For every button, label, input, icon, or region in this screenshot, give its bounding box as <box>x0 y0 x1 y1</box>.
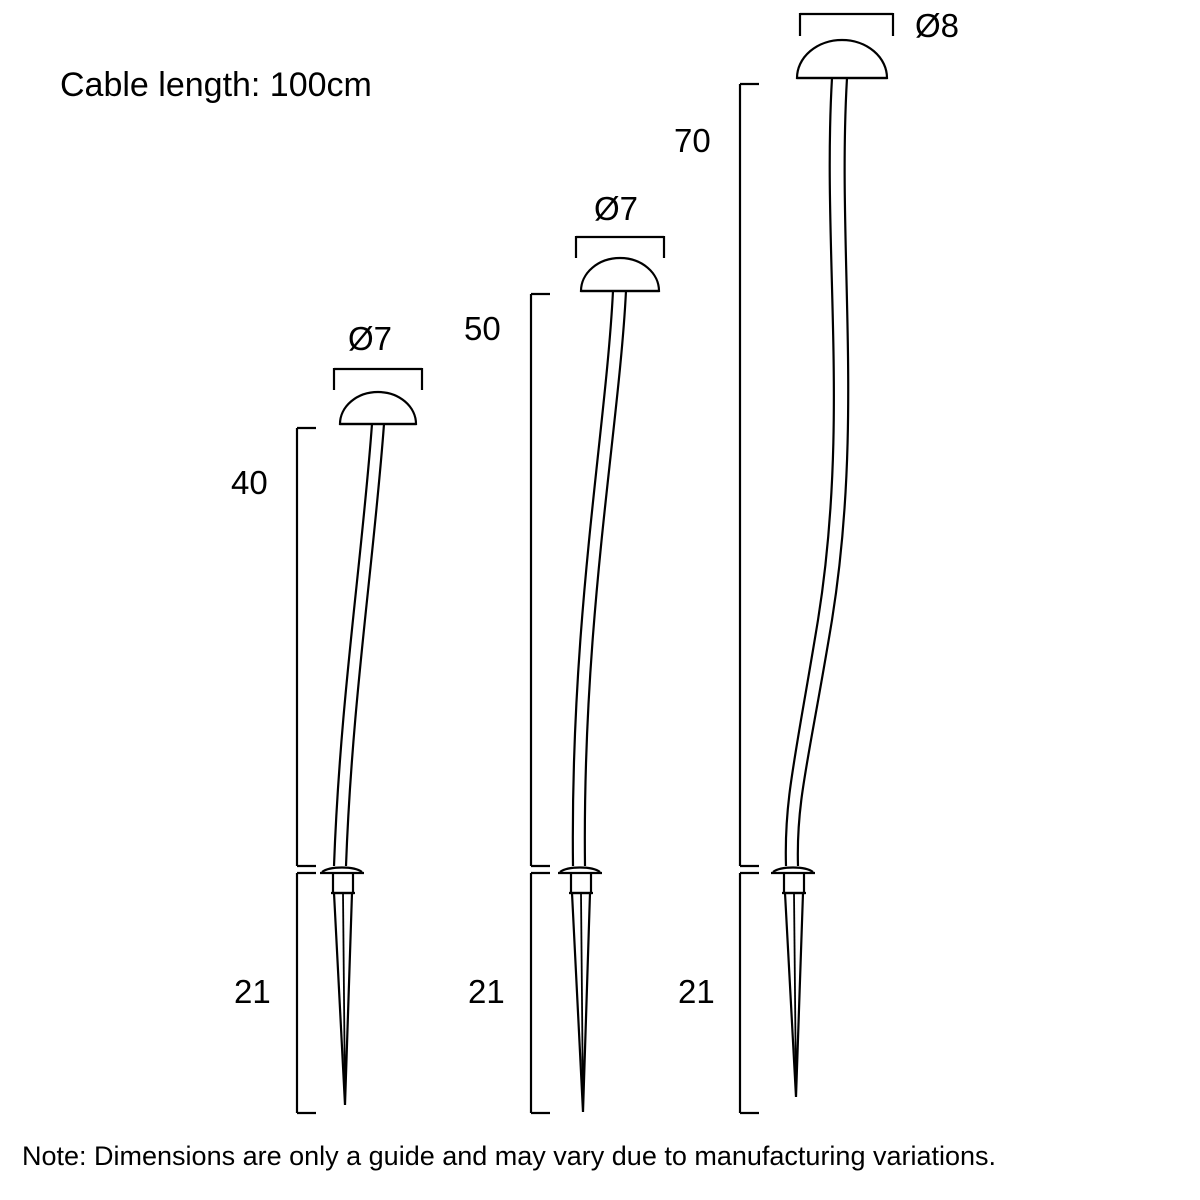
diameter-label-medium: Ø7 <box>594 190 639 227</box>
cable-length-note: Cable length: 100cm <box>60 66 372 104</box>
below-ground-label-large: 21 <box>678 973 715 1010</box>
diameter-label-small: Ø7 <box>348 320 393 357</box>
below-ground-bracket-medium <box>531 873 550 1113</box>
above-ground-label-small: 40 <box>231 464 268 501</box>
lamp-small <box>297 368 422 1113</box>
lamp-flange-small <box>322 868 362 873</box>
above-ground-label-medium: 50 <box>464 310 501 347</box>
lamp-collar-small <box>333 873 353 893</box>
above-ground-bracket-medium <box>531 294 550 866</box>
below-ground-label-medium: 21 <box>468 973 505 1010</box>
lamp-stem-small-left <box>334 424 372 866</box>
diameter-bracket-medium <box>576 236 664 258</box>
lamp-head-small <box>340 392 416 424</box>
diameter-bracket-large <box>800 13 893 36</box>
lamp-collar-medium <box>571 873 591 893</box>
above-ground-bracket-large <box>740 84 759 866</box>
lamp-large <box>740 13 893 1113</box>
lamp-head-medium <box>581 258 659 291</box>
lamp-flange-medium <box>560 868 600 873</box>
manufacturing-variation-note: Note: Dimensions are only a guide and may vary due to manufacturing variations. <box>22 1141 997 1171</box>
diameter-bracket-small <box>334 368 422 390</box>
diameter-label-large: Ø8 <box>915 7 960 44</box>
lamp-medium <box>531 236 664 1113</box>
lamp-stem-large-right <box>798 78 848 866</box>
lamp-stem-medium-left <box>573 291 613 866</box>
above-ground-label-large: 70 <box>674 122 711 159</box>
above-ground-bracket-small <box>297 428 316 866</box>
lamp-stem-small-right <box>346 424 384 866</box>
below-ground-label-small: 21 <box>234 973 271 1010</box>
below-ground-bracket-large <box>740 873 759 1113</box>
below-ground-bracket-small <box>297 873 316 1113</box>
lamp-head-large <box>797 40 887 78</box>
lamp-flange-large <box>773 868 813 873</box>
lamp-collar-large <box>784 873 804 893</box>
